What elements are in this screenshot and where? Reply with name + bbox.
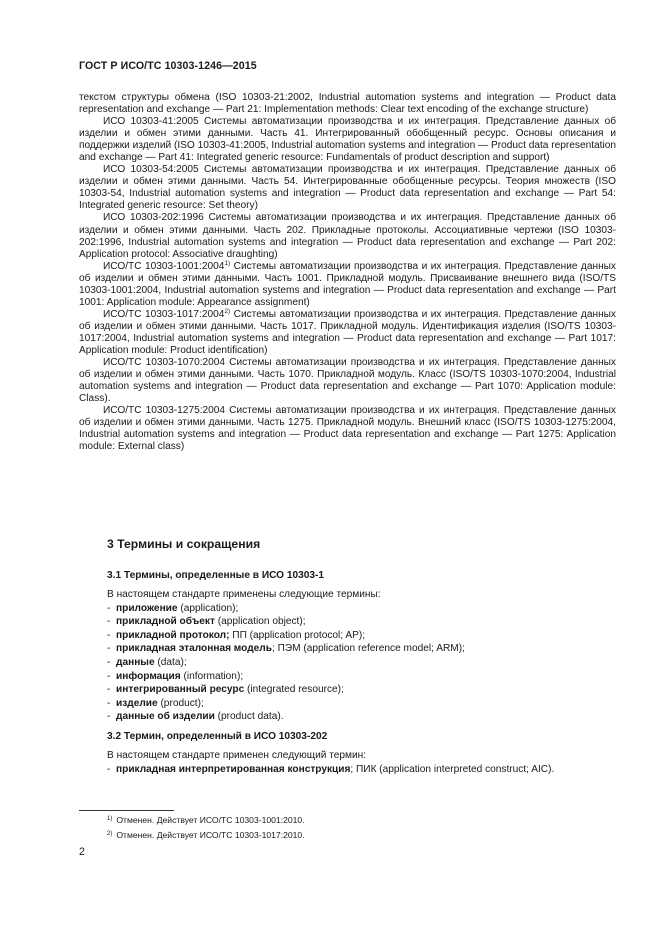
terms-list (107, 588, 465, 724)
list-intro: В настоящем стандарте применен следующий термин: (107, 750, 367, 761)
subsection-heading: 3.1 Термины, определенные в ИСО 10303-1 (107, 570, 324, 581)
list-item: - прикладная эталонная модель; ПЭМ (application reference model; ARM); (107, 643, 465, 655)
list-item: - прикладная интерпретированная конструкция; ПИК (application interpreted construct; AIC). (107, 763, 555, 775)
list-item: - данные (data); (107, 656, 187, 668)
list-item: - изделие (product); (107, 697, 204, 709)
reference-title: Системы автоматизации производства и их интеграция. Представление данных об изделии и обмен этими данными. Часть 1001. Прикладной модуль. Присваивание внешнего вида (ISO/TS 10303-1001:2004, Industrial automation systems and integration — Product data representation and exchange — Part 1001: Application module: Appearance assignment) (79, 260, 616, 308)
list-item: - информация (information); (107, 670, 244, 682)
footnote-ref: 1) (224, 259, 231, 267)
footnotes (107, 813, 305, 842)
reference-paragraph: ИСО 10303-202:1996 Системы автоматизации производства и их интеграция. Представление данных об изделии и обмен этими данными. Часть 202. Прикладные протоколы. Ассоциативные чертежи (ISO 10303-202:1996, Industrial automation systems and integration — Product data representation and exchange — Part 202: Application protocol: Associative draughting) (79, 212, 616, 260)
list-item: - интегрированный ресурс (integrated resource); (107, 684, 344, 696)
reference-title: Системы автоматизации производства и их интеграция. Представление данных об изделии и обмен этими данными. Часть 1017. Прикладной модуль. Идентификация изделия (ISO/TS 10303-1017:2004, Industrial automation systems and integration — Product data representation and exchange — Part 1017: Application module: Product identification) (79, 308, 616, 356)
footnote-mark: 2) (107, 830, 113, 837)
list-item: - данные об изделии (product data). (107, 711, 284, 723)
reference-paragraph: ИСО 10303-54:2005 Системы автоматизации производства и их интеграция. Представление данных об изделии и обмен этими данными. Часть 54. Интегрированные обобщенные ресурсы. Теория множеств (ISO 10303-54, Industrial automation systems and integration — Product data representation and exchange — Part 54: Integrated generic resource: Set theory) (79, 164, 616, 212)
footnote-ref: 2) (224, 307, 231, 315)
terms-list (107, 749, 554, 776)
footnote-divider (79, 810, 174, 811)
reference-paragraph: ИСО/ТС 10303-1070:2004 Системы автоматизации производства и их интеграция. Представление данных об изделии и обмен этими данными. Часть 1070. Прикладной модуль. Класс (ISO/TS 10303-1070:2004, Industrial automation systems and integration — Product data representation and exchange — Part 1070: Application module: Class). (79, 357, 616, 405)
page-number: 2 (79, 846, 85, 858)
normative-references-text (79, 92, 616, 453)
page-header: ГОСТ Р ИСО/ТС 10303-1246—2015 (79, 60, 257, 72)
subsection-heading: 3.2 Термин, определенный в ИСО 10303-202 (107, 731, 328, 742)
reference-paragraph (79, 261, 616, 309)
list-intro: В настоящем стандарте применены следующие термины: (107, 589, 381, 600)
reference-paragraph: текстом структуры обмена (ISO 10303-21:2002, Industrial automation systems and integration — Product data representation and exchange — Part 21: Implementation methods: Clear text encoding of the exchange structure) (79, 92, 616, 116)
list-item: - прикладной протокол; ПП (application protocol; AP); (107, 629, 366, 641)
reference-code: ИСО/ТС 10303-1001:2004 (103, 260, 225, 272)
footnote: $^{1)}$ Отменен. Действует ИСО/ТС 10303-1001:2010. (107, 815, 305, 825)
list-item: - приложение (application); (107, 602, 239, 614)
reference-paragraph (79, 309, 616, 357)
footnote: $^{2)}$ Отменен. Действует ИСО/ТС 10303-1017:2010. (107, 829, 305, 840)
reference-paragraph: ИСО/ТС 10303-1275:2004 Системы автоматизации производства и их интеграция. Представление данных об изделии и обмен этими данными. Часть 1275. Прикладной модуль. Внешний класс (ISO/TS 10303-1275:2004, Industrial automation systems and integration — Product data representation and exchange — Part 1275: Application module: External class) (79, 405, 616, 453)
section-heading: 3 Термины и сокращения (107, 537, 261, 551)
reference-code: ИСО/ТС 10303-1017:2004 (103, 308, 225, 320)
list-item: - прикладной объект (application object); (107, 616, 306, 628)
footnote-mark: 1) (107, 816, 113, 822)
reference-paragraph: ИСО 10303-41:2005 Системы автоматизации производства и их интеграция. Представление данных об изделии и обмен этими данными. Часть 41. Интегрированный обобщенный ресурс. Основы описания и поддержки изделий (ISO 10303-41:2005, Industrial automation systems and integration — Product data representation and exchange — Part 41: Integrated generic resource: Fundamentals of product description and support) (79, 116, 616, 164)
